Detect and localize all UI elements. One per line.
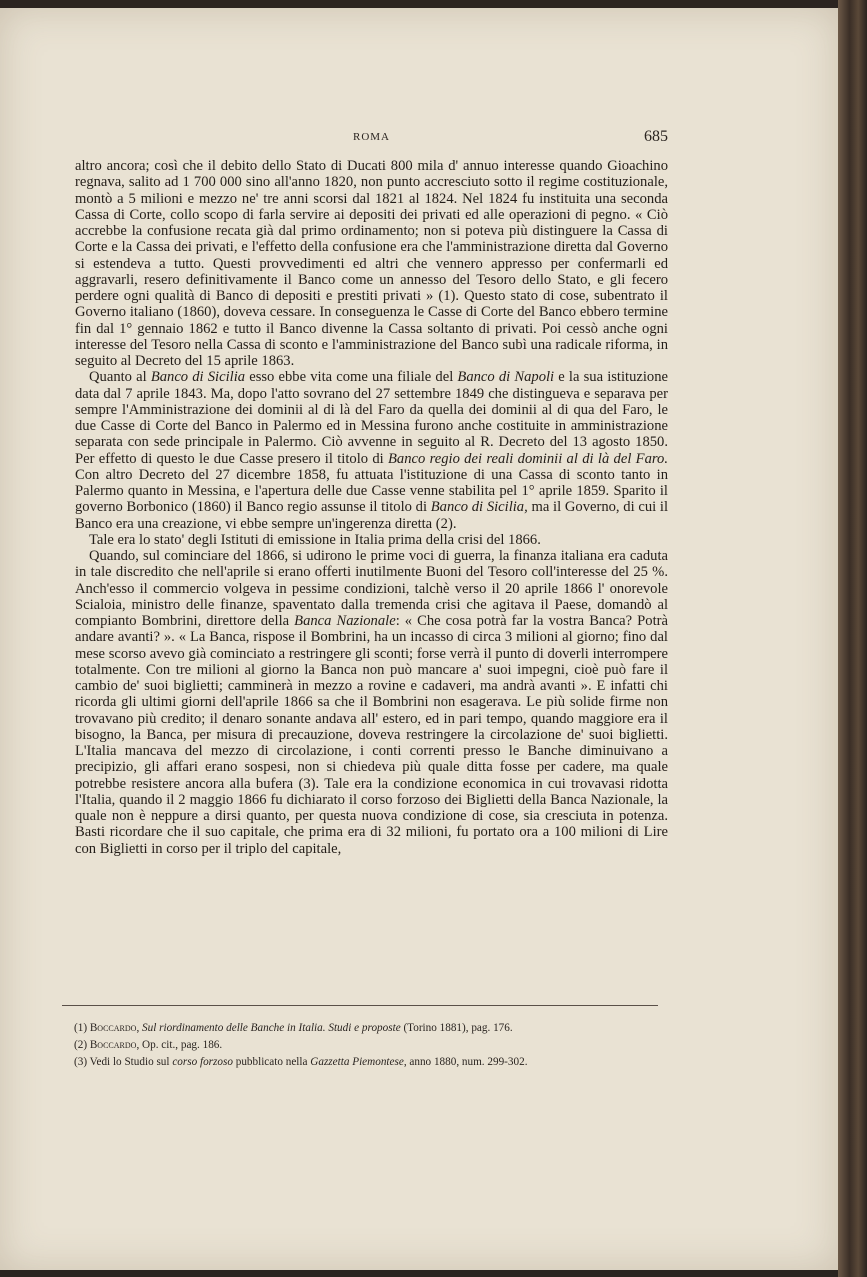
body-text [75, 158, 668, 857]
italic-text: Banca Nazionale [294, 613, 396, 629]
text-run: Boccardo [89, 1022, 137, 1034]
paragraph-1 [75, 158, 668, 369]
text-run: (1) [74, 1022, 90, 1034]
italic-text: Banco di Sicilia [150, 369, 246, 386]
text-run: , Op. cit., pag. 186. [136, 1039, 223, 1051]
running-title: ROMA [352, 131, 390, 143]
page-edge [838, 0, 867, 1277]
text-run: Boccardo [89, 1039, 137, 1051]
footnote-3 [62, 1054, 658, 1070]
footnotes [62, 1020, 658, 1071]
text-run: , anno 1880, num. 299-302. [403, 1056, 528, 1068]
italic-text: Banco di Sicilia, [430, 499, 528, 516]
page-number: 685 [644, 128, 668, 145]
italic-text: Gazzetta Piemontese [310, 1056, 404, 1068]
text-run: pubblicato nella [232, 1056, 311, 1068]
paragraph-3 [75, 532, 668, 548]
book-page [0, 8, 838, 1270]
footnote-1 [62, 1020, 658, 1036]
text-run: Quando, sul cominciare del 1866, si udirono le prime voci di guerra, la finanza italiana era caduta in tale discredito che nell'aprile si erano offerti inutilmente Buoni del Tesoro coll'interesse del 25 %. Anch'esso il commercio volgeva in pessime condizioni, talchè verso il 20 aprile 1866 l' onorevole Scialoia, ministro delle finanze, spaventato dalla tremenda crisi che agitava il Paese, domandò al compianto Bombrini, direttore della [75, 548, 668, 629]
text-run: (Torino 1881), pag. 176. [400, 1022, 513, 1034]
footnote-2 [62, 1037, 658, 1053]
text-run: esso ebbe vita come una filiale del [245, 369, 458, 386]
text-run: , [136, 1022, 143, 1034]
text-run: : « Che cosa potrà far la vostra Banca? Potrà andare avanti? ». « La Banca, rispose il Bombrini, ha un incasso di circa 3 milioni al giorno; fino dal mese scorso avevo già cominciato a restringere gli sconti; forse verrà il punto di doverli interrompere totalmente. Con tre milioni al giorno la Banca non può mancare a' suoi impegni, cioè può fare il cambio de' suoi biglietti; camminerà in mezzo a rovine e cadaveri, ma andrà avanti ». E infatti chi ricorda gli ultimi giorni dell'aprile 1866 sa che il Bombrini non esagerava. Le più solide firme non trovavano più credito; il denaro sonante andava all' estero, ed in pari tempo, quando maggiore era il bisogno, la Banca, per misura di precauzione, doveva restringere la circolazione de' suoi biglietti. L'Italia mancava del mezzo di circolazione, i conti correnti presso le Banche diminuivano a precipizio, gli affari erano sospesi, non si chiedeva più quale ditta fosse per cadere, ma quale potrebbe resistere ancora alla bufera (3). Tale era la condizione economica in cui trovavasi ridotta l'Italia, quando il 2 maggio 1866 fu dichiarato il corso forzoso dei Biglietti della Banca Nazionale, la quale non è neppure a dirsi quanto, per questa nuova condizione di cose, sia cresciuta in potenza. Basti ricordare che il suo capitale, che prima era di 32 milioni, fu portato ora a 100 milioni di Lire con Biglietti in corso per il triplo del capitale, [75, 613, 668, 857]
text-run: altro ancora; così che il debito dello Stato di Ducati 800 mila d' annuo interesse quando Gioachino regnava, salito ad 1 700 000 sino all'anno 1820, non punto accresciuto sotto il regime costituzionale, montò a 5 milioni e mezzo ne' tre anni scorsi dal 1821 al 1824. Nel 1824 fu instituita una seconda Cassa di Corte, collo scopo di farla servire ai depositi dei privati ed alle operazioni di pegno. « Ciò accrebbe la confusione recata già dal primo ordinamento; non si poteva più distinguere la Cassa di Corte e la Cassa dei privati, e l'effetto della confusione era che l'amministrazione diretta dal Governo si estendeva a tutto. Questi provvedimenti ed altri che vennero appresso per confermarli ed aggravarli, resero definitivamente il Banco come un annesso del Tesoro dello Stato, e gli fecero perdere ogni qualità di Banco di depositi e prestiti privati » (1). Questo stato di cose, subentrato il Governo italiano (1860), doveva cessare. In conseguenza le Casse di Corte del Banco ebbero termine fin dal 1° gennaio 1862 e tutto il Banco divenne la Cassa soltanto di privati. Poi cessò anche ogni interesse del Tesoro nella Cassa di sconto e l'amministrazione del Banco subì una radicale riforma, in seguito al Decreto del 15 aprile 1863. [75, 158, 668, 369]
text-run: ma il Governo, di cui il Banco era una creazione, vi ebbe sempre un'ingerenza diretta (2). [75, 499, 669, 532]
paragraph-2 [75, 369, 668, 532]
text-run: Con altro Decreto del 27 dicembre 1858, fu attuata l'istituzione di una Cassa di sconto tanto in Palermo quanto in Messina, e l'apertura delle due Casse venne stabilita pel 1° aprile 1859. Sparito il governo Borbonico (1860) il Banco regio assunse il titolo di [75, 466, 668, 516]
italic-text: Banco regio dei reali dominii al di là del Faro. [388, 450, 668, 467]
paragraph-4 [75, 548, 668, 857]
text-run: (2) [74, 1039, 90, 1051]
italic-text: corso forzoso [172, 1056, 233, 1068]
text-run: Tale era lo stato' degli Istituti di emissione in Italia prima della crisi del 1866. [89, 531, 541, 548]
footnote-divider [62, 1005, 658, 1006]
text-run: e la sua istituzione data dal 7 aprile 1843. Ma, dopo l'atto sovrano del 27 settembre 1849 che distingueva e separava per sempre l'Amministrazione dei dominii al di là del Faro da quella dei dominii al di qua del Faro, le due Casse di Corte del Banco in Palermo ed in Messina furono anche costituite in amministrazione separata con sede principale in Palermo. Ciò avvenne in seguito al R. Decreto del 13 agosto 1850. Per effetto di questo le due Casse presero il titolo di [75, 369, 668, 467]
text-run: (3) Vedi lo Studio sul [74, 1056, 173, 1068]
italic-text: Sul riordinamento delle Banche in Italia. Studi e proposte [142, 1022, 401, 1034]
page-header [75, 128, 668, 150]
text-run: Quanto al [89, 369, 151, 386]
italic-text: Banco di Napoli [457, 369, 555, 386]
